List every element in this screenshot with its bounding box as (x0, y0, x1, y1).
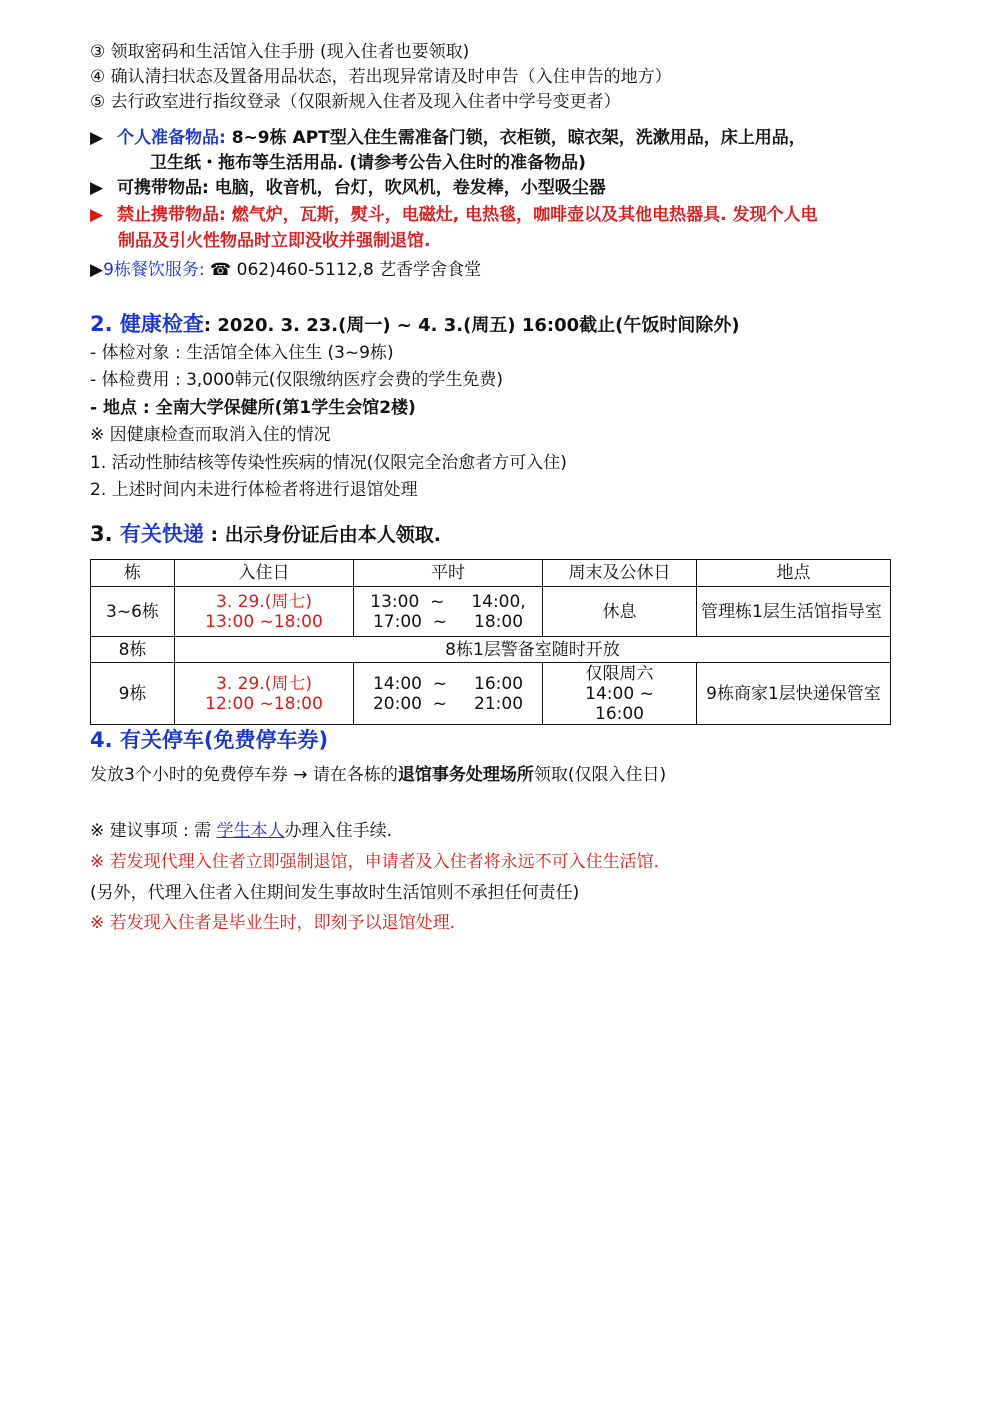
step-3: ③ 领取密码和生活馆入住手册 (现入住者也要领取) (90, 42, 470, 62)
cell-weekday (354, 587, 543, 637)
step-5: ⑤ 去行政室进行指纹登录（仅限新规入住者及现入住者中学号变更者） (90, 92, 621, 112)
table-header-weekend: 周末及公休日 (543, 560, 697, 587)
table-row (91, 663, 891, 725)
section3-rest: : 出示身份证后由本人领取. (203, 524, 441, 546)
section3-number: 3. (90, 522, 113, 546)
cell-merged: 8栋1层警备室随时开放 (175, 637, 891, 663)
section4-text-a: 发放3个小时的免费停车券 → 请在各栋的 (90, 765, 398, 785)
section2-rest: : 2020. 3. 23.(周一) ~ 4. 3.(周五) 16:00截止(午饭时间除外) (203, 315, 740, 336)
cell-weekend: 休息 (543, 587, 697, 637)
section4-heading (90, 728, 328, 752)
personal-items-line2: 卫生纸・拖布等生活用品. (请参考公告入住时的准备物品) (150, 153, 586, 173)
bullet-marker: ▶ (90, 178, 104, 198)
cell-date-line1: 3. 29.(周七) (216, 673, 312, 694)
delivery-table (90, 559, 891, 725)
banned-items-line2: 制品及引火性物品时立即没收并强制退馆. (118, 231, 431, 251)
cell-date (175, 663, 354, 725)
banned-items-text1: 禁止携带物品: 燃气炉，瓦斯，熨斗，电磁灶, 电热毯，咖啡壶以及其他电热器具. 发现个人电 (117, 205, 818, 225)
cell-weekday-line2: 20:00 ~ 21:00 (372, 693, 524, 714)
table-header-location: 地点 (697, 560, 891, 587)
portable-items (90, 176, 606, 200)
table-header-date: 入住日 (175, 560, 354, 587)
personal-items-text1: 8~9栋 APT型入住生需准备门锁，衣柜锁，晾衣架，洗漱用品，床上用品， (225, 128, 806, 148)
cell-location: 9栋商家1层快递保管室 (697, 663, 891, 725)
section2-item-location: - 地点 : 全南大学保健所(第1学生会馆2楼) (90, 398, 416, 418)
section4-number: 4. (90, 728, 113, 752)
section2-note-title: ※ 因健康检查而取消入住的情况 (90, 425, 331, 445)
phone-icon: ☎ (210, 260, 232, 280)
section4-text (90, 763, 666, 787)
cell-weekday-line2: 17:00 ~ 18:00 (372, 611, 524, 632)
section2-heading (90, 312, 740, 338)
bullet-marker: ▶ (90, 260, 104, 280)
cell-weekend (543, 663, 697, 725)
personal-items-line1 (90, 126, 806, 150)
personal-items-label: 个人准备物品: (117, 128, 226, 148)
section2-note-1: 1. 活动性肺结核等传染性疾病的情况(仅限完全治愈者方可入住) (90, 453, 567, 473)
cell-weekday-line1: 13:00 ~ 14:00, (370, 591, 526, 612)
section4-text-b: 退馆事务处理场所 (397, 765, 534, 785)
cell-location: 管理栋1层生活馆指导室 (697, 587, 891, 637)
section2-note-2: 2. 上述时间内未进行体检者将进行退馆处理 (90, 480, 418, 500)
table-header-weekday: 平时 (354, 560, 543, 587)
cell-building: 8栋 (91, 637, 175, 663)
section3-heading (90, 522, 441, 547)
warning-graduate: ※ 若发现入住者是毕业生时，即刻予以退馆处理. (90, 913, 456, 933)
table-row (91, 587, 891, 637)
dining-service (90, 258, 481, 282)
section4-text-c: 领取(仅限入住日) (533, 765, 667, 785)
section4-title: 有关停车(免费停车券) (119, 728, 329, 752)
cell-date-line2: 12:00 ~18:00 (205, 693, 323, 714)
cell-date-line2: 13:00 ~18:00 (205, 611, 323, 632)
section2-item-fee: - 体检费用 : 3,000韩元(仅限缴纳医疗会费的学生免费) (90, 370, 504, 390)
banned-items-line1 (90, 203, 817, 227)
advice-note (90, 819, 392, 843)
dining-label: 9栋餐饮服务: (103, 260, 205, 280)
step-4: ④ 确认清扫状态及置备用品状态，若出现异常请及时申告（入住申告的地方） (90, 67, 672, 87)
liability-note: (另外，代理入住者入住期间发生事故时生活馆则不承担任何责任) (90, 883, 580, 903)
section2-title: 健康检查 (119, 312, 204, 336)
advice-emphasis: 学生本人 (216, 821, 285, 841)
section3-title: 有关快递 (119, 522, 204, 546)
cell-building: 9栋 (91, 663, 175, 725)
cell-weekday (354, 663, 543, 725)
section2-item-target: - 体检对象 : 生活馆全体入住生 (3~9栋) (90, 343, 394, 363)
warning-proxy: ※ 若发现代理入住者立即强制退馆，申请者及入住者将永远不可入住生活馆. (90, 852, 660, 872)
bullet-marker: ▶ (90, 205, 104, 225)
table-row (91, 637, 891, 663)
portable-items-text: 可携带物品: 电脑，收音机，台灯，吹风机，卷发棒，小型吸尘器 (117, 178, 606, 198)
advice-suffix: 办理入住手续. (284, 821, 392, 841)
cell-date-line1: 3. 29.(周七) (216, 591, 312, 612)
cell-weekend-line3: 16:00 (595, 703, 644, 724)
cell-weekday-line1: 14:00 ~ 16:00 (372, 673, 524, 694)
dining-text: 062)460-5112,8 艺香学舍食堂 (231, 260, 482, 280)
cell-weekend-line1: 仅限周六 (585, 663, 654, 684)
advice-prefix: ※ 建议事项 : 需 (90, 821, 217, 841)
cell-date (175, 587, 354, 637)
cell-weekend-line2: 14:00 ~ (585, 683, 654, 704)
section2-number: 2. (90, 312, 113, 336)
table-header-row (91, 560, 891, 587)
table-header-building: 栋 (91, 560, 175, 587)
cell-building: 3~6栋 (91, 587, 175, 637)
bullet-marker: ▶ (90, 128, 104, 148)
